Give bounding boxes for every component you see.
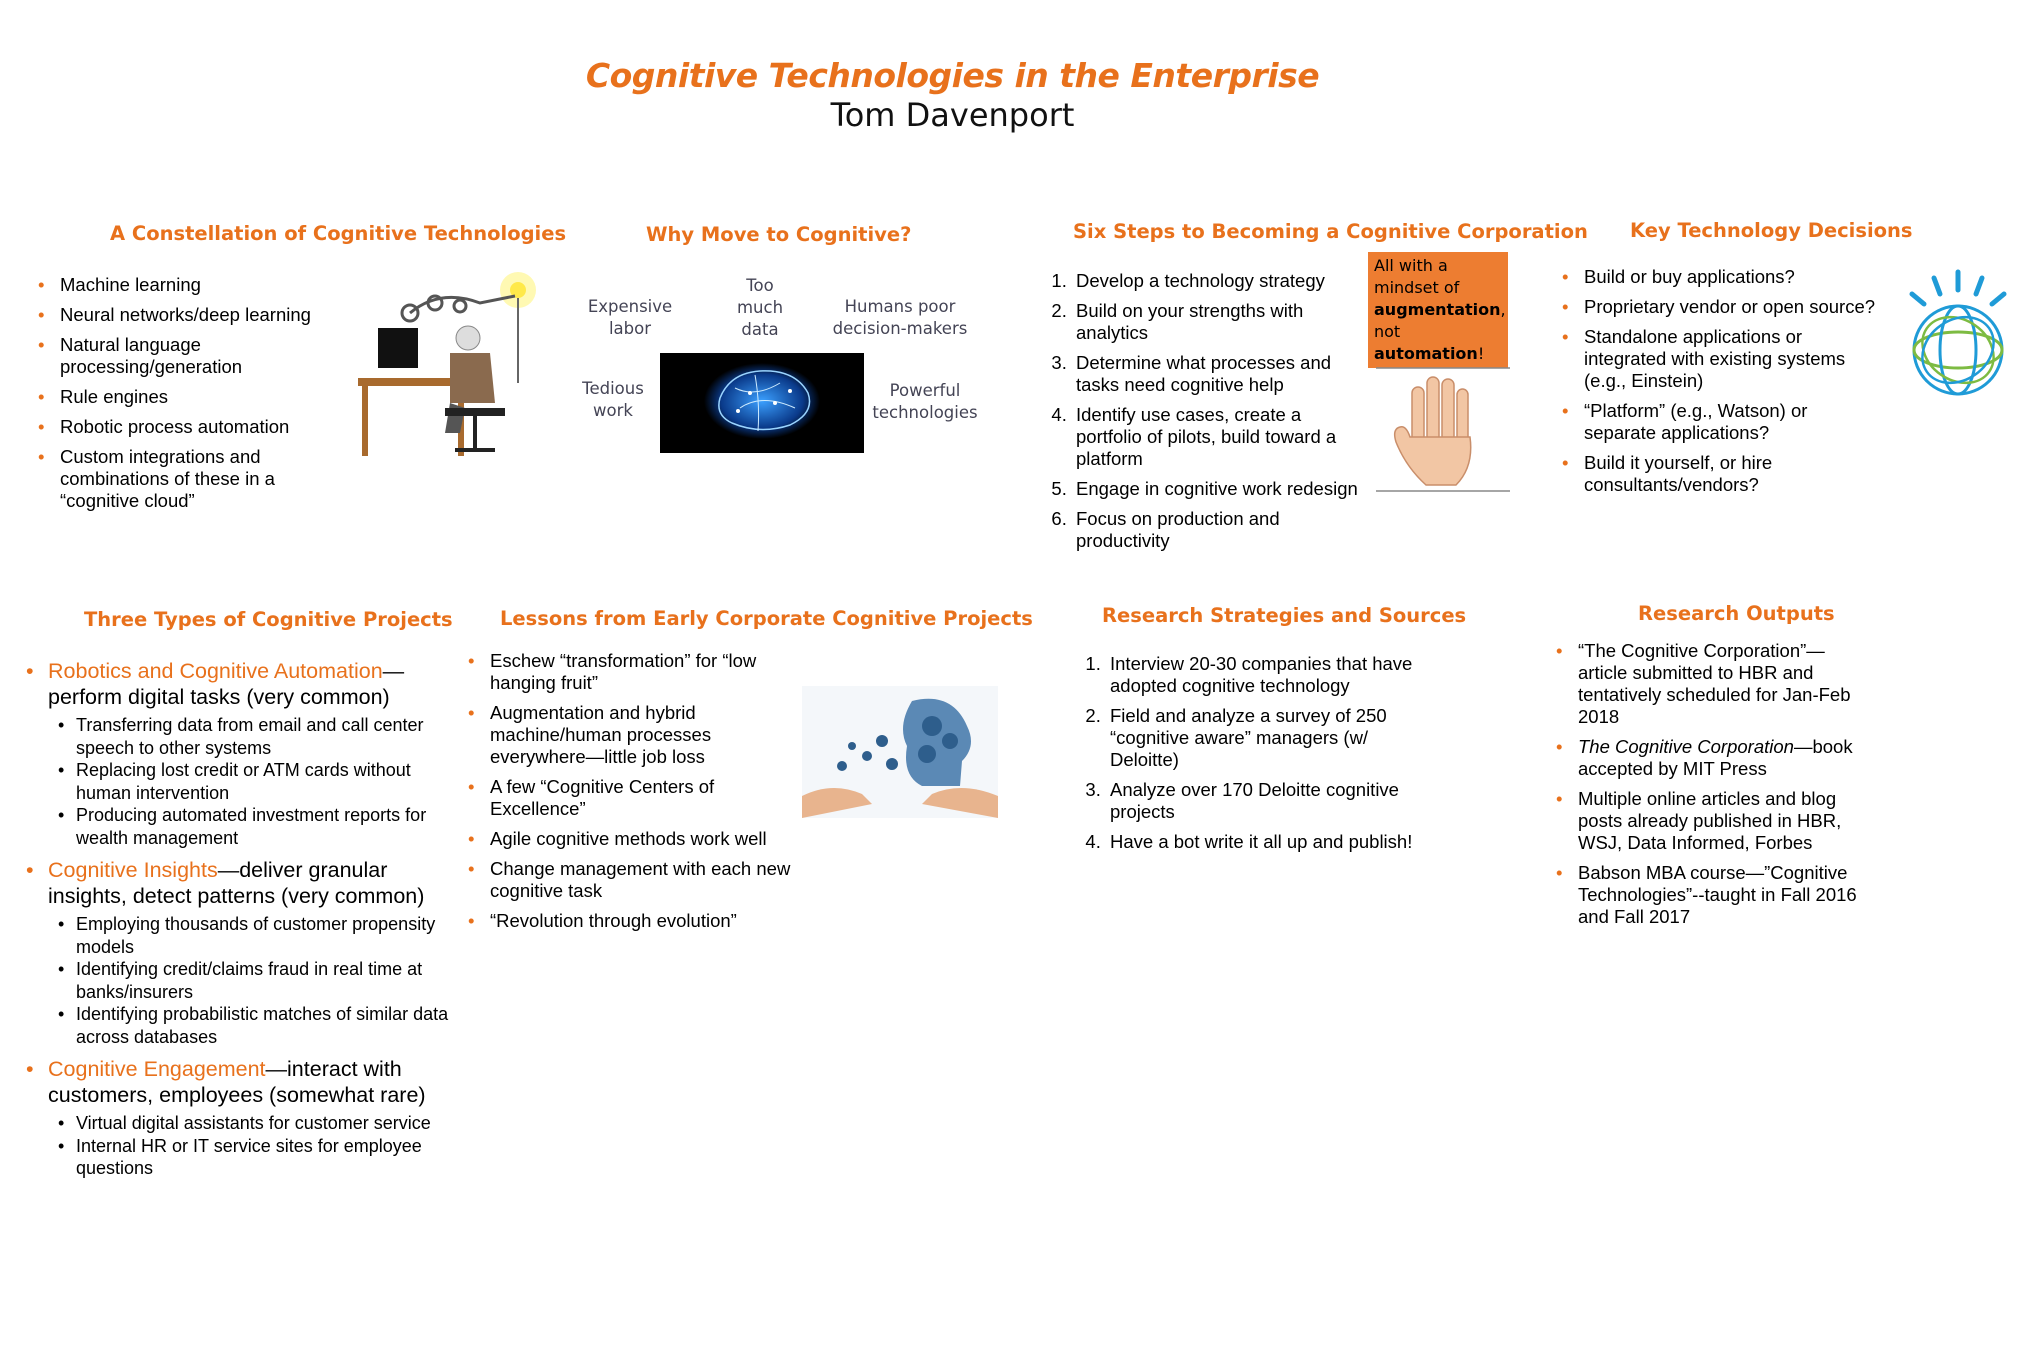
- list-item: • Robotic process automation: [38, 416, 338, 438]
- list-item: • “The Cognitive Corporation”—article submitted to HBR and tentatively scheduled for Jan-Feb 2018: [1556, 640, 1866, 728]
- list-item: • Cognitive Engagement—interact with customers, employees (somewhat rare) • Virtual digital assistants for customer service • Internal HR or IT service sites for employee questions: [26, 1056, 456, 1180]
- list-item: • A few “Cognitive Centers of Excellence”: [468, 776, 798, 820]
- augmentation-callout: All with a mindset of augmentation, not automation!: [1368, 252, 1508, 368]
- list-item: • Change management with each new cognitive task: [468, 858, 798, 902]
- list-item: • Build it yourself, or hire consultants/vendors?: [1562, 452, 1882, 496]
- list-item: • Augmentation and hybrid machine/human processes everywhere—little job loss: [468, 702, 798, 768]
- list-item: 3. Determine what processes and tasks need cognitive help: [1072, 352, 1372, 396]
- list-item: • Custom integrations and combinations of these in a “cognitive cloud”: [38, 446, 338, 512]
- open-hand-icon: [1376, 367, 1510, 493]
- desk-worker-illustration: [350, 268, 550, 463]
- six-steps-title: Six Steps to Becoming a Cognitive Corporation: [1073, 220, 1588, 243]
- label-powerful-tech: Powerful technologies: [872, 381, 978, 422]
- list-item: 3. Analyze over 170 Deloitte cognitive projects: [1106, 779, 1436, 823]
- sub-item: • Identifying credit/claims fraud in real time at banks/insurers: [48, 958, 456, 1003]
- list-item: • Build or buy applications?: [1562, 266, 1882, 288]
- list-item: • Proprietary vendor or open source?: [1562, 296, 1882, 318]
- key-decisions-title: Key Technology Decisions: [1630, 219, 1913, 242]
- list-item: • Natural language processing/generation: [38, 334, 338, 378]
- sub-item: • Employing thousands of customer propensity models: [48, 913, 456, 958]
- list-item: • Babson MBA course—”Cognitive Technologies”--taught in Fall 2016 and Fall 2017: [1556, 862, 1866, 928]
- list-item: • Eschew “transformation” for “low hanging fruit”: [468, 650, 798, 694]
- list-item: 4. Have a bot write it all up and publish!: [1106, 831, 1436, 853]
- list-item: • Rule engines: [38, 386, 338, 408]
- list-item: • Robotics and Cognitive Automation—perform digital tasks (very common) • Transferring data from email and call center speech to other systems • Replacing lost credit or ATM cards without human intervention • Producing automated investment reports for wealth management: [26, 658, 456, 849]
- list-item: • Neural networks/deep learning: [38, 304, 338, 326]
- constellation-list: [38, 274, 338, 520]
- sub-item: • Internal HR or IT service sites for employee questions: [48, 1135, 456, 1180]
- research-title: Research Strategies and Sources: [1102, 604, 1467, 627]
- list-item: • Agile cognitive methods work well: [468, 828, 798, 850]
- sub-item: • Replacing lost credit or ATM cards without human intervention: [48, 759, 456, 804]
- list-item: • “Revolution through evolution”: [468, 910, 798, 932]
- list-item: 2. Field and analyze a survey of 250 “cognitive aware” managers (w/ Deloitte): [1106, 705, 1436, 771]
- list-item: • Machine learning: [38, 274, 338, 296]
- sub-item: • Identifying probabilistic matches of similar data across databases: [48, 1003, 456, 1048]
- list-item: • Cognitive Insights—deliver granular insights, detect patterns (very common) • Employing thousands of customer propensity models • Identifying credit/claims fraud in real time at banks/insurers • Identifying probabilistic matches of similar data across databases: [26, 857, 456, 1048]
- list-item: 4. Identify use cases, create a portfolio of pilots, build toward a platform: [1072, 404, 1372, 470]
- list-item: • Multiple online articles and blog posts already published in HBR, WSJ, Data Informed, Forbes: [1556, 788, 1866, 854]
- label-humans-poor: Humans poor decision-makers: [832, 297, 968, 338]
- research-list: [1080, 653, 1436, 861]
- label-tedious-work: Tedious work: [582, 379, 644, 420]
- list-item: 5. Engage in cognitive work redesign: [1072, 478, 1372, 500]
- key-decisions-list: [1562, 266, 1882, 504]
- outputs-list: [1556, 640, 1866, 936]
- sub-item: • Virtual digital assistants for customer service: [48, 1112, 456, 1135]
- poster-author: Tom Davenport: [830, 96, 1075, 134]
- lessons-title: Lessons from Early Corporate Cognitive Projects: [500, 607, 1033, 630]
- why-title: Why Move to Cognitive?: [646, 223, 912, 246]
- watson-globe-icon: [1900, 268, 2016, 398]
- three-types-list: [26, 658, 456, 1188]
- constellation-title: A Constellation of Cognitive Technologies: [110, 222, 567, 245]
- list-item: 6. Focus on production and productivity: [1072, 508, 1372, 552]
- outputs-title: Research Outputs: [1638, 602, 1835, 625]
- three-types-title: Three Types of Cognitive Projects: [84, 608, 453, 631]
- list-item: • Standalone applications or integrated with existing systems (e.g., Einstein): [1562, 326, 1882, 392]
- lessons-list: [468, 650, 798, 940]
- poster-title: Cognitive Technologies in the Enterprise: [585, 56, 1320, 95]
- glowing-brain-icon: [660, 353, 864, 453]
- list-item: 1. Develop a technology strategy: [1072, 270, 1372, 292]
- label-too-much-data: Too much data: [736, 276, 784, 339]
- label-expensive-labor: Expensive labor: [587, 297, 673, 338]
- sub-item: • Producing automated investment reports for wealth management: [48, 804, 456, 849]
- list-item: 2. Build on your strengths with analytics: [1072, 300, 1372, 344]
- list-item: • “Platform” (e.g., Watson) or separate applications?: [1562, 400, 1882, 444]
- six-steps-list: [1046, 270, 1372, 560]
- sub-item: • Transferring data from email and call center speech to other systems: [48, 714, 456, 759]
- gear-head-hands-icon: [802, 686, 998, 818]
- list-item: • The Cognitive Corporation—book accepted by MIT Press: [1556, 736, 1866, 780]
- list-item: 1. Interview 20-30 companies that have adopted cognitive technology: [1106, 653, 1436, 697]
